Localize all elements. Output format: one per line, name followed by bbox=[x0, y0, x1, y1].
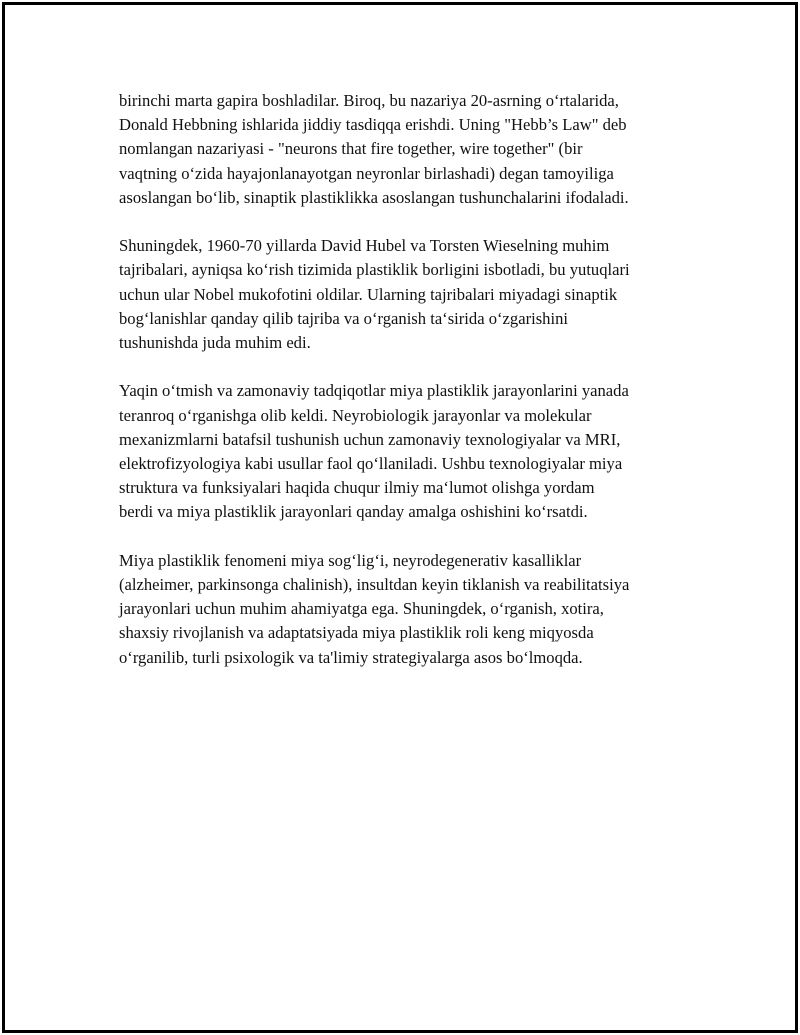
document-page bbox=[2, 2, 798, 1033]
paragraph-3: Yaqin o‘tmish va zamonaviy tadqiqotlar miya plastiklik jarayonlarini yanada teranroq o‘rganishga olib keldi. Neyrobiologik jarayonlar va molekular mexanizmlarni batafsil tushunish uchun zamonaviy texnologiyalar va MRI, elektrofizyologiya kabi usullar faol qo‘llaniladi. Ushbu texnologiyalar miya struktura va funksiyalari haqida chuqur ilmiy ma‘lumot olishga yordam berdi va miya plastiklik jarayonlari qanday amalga oshishini ko‘rsatdi. bbox=[119, 381, 629, 522]
paragraph-1: birinchi marta gapira boshladilar. Biroq, bu nazariya 20-asrning o‘rtalarida, Donald Hebbning ishlarida jiddiy tasdiqqa erishdi. Uning "Hebb’s Law" deb nomlangan nazariyasi - "neurons that fire together, wire together" (bir vaqtning o‘zida hayajonlanayotgan neyronlar birlashadi) degan tamoyiliga asoslangan bo‘lib, sinaptik plastiklikka asoslangan tushunchalarini ifodaladi. bbox=[119, 91, 629, 207]
document-body bbox=[119, 89, 719, 694]
paragraph-4: Miya plastiklik fenomeni miya sog‘lig‘i, neyrodegenerativ kasalliklar (alzheimer, parkinsonga chalinish), insultdan keyin tiklanish va reabilitatsiya jarayonlari uchun muhim ahamiyatga ega. Shuningdek, o‘rganish, xotira, shaxsiy rivojlanish va adaptatsiyada miya plastiklik roli keng miqyosda o‘rganilib, turli psixologik va ta'limiy strategiyalarga asos bo‘lmoqda. bbox=[119, 550, 630, 667]
paragraph-2: Shuningdek, 1960-70 yillarda David Hubel va Torsten Wieselning muhim tajribalari, ayniqsa ko‘rish tizimida plastiklik borligini isbotladi, bu yutuqlari uchun ular Nobel mukofotini oldilar. Ularning tajribalari miyadagi sinaptik bog‘lanishlar qanday qilib tajriba va o‘rganish ta‘sirida o‘zgarishini tushunishda juda muhim edi. bbox=[119, 236, 630, 353]
